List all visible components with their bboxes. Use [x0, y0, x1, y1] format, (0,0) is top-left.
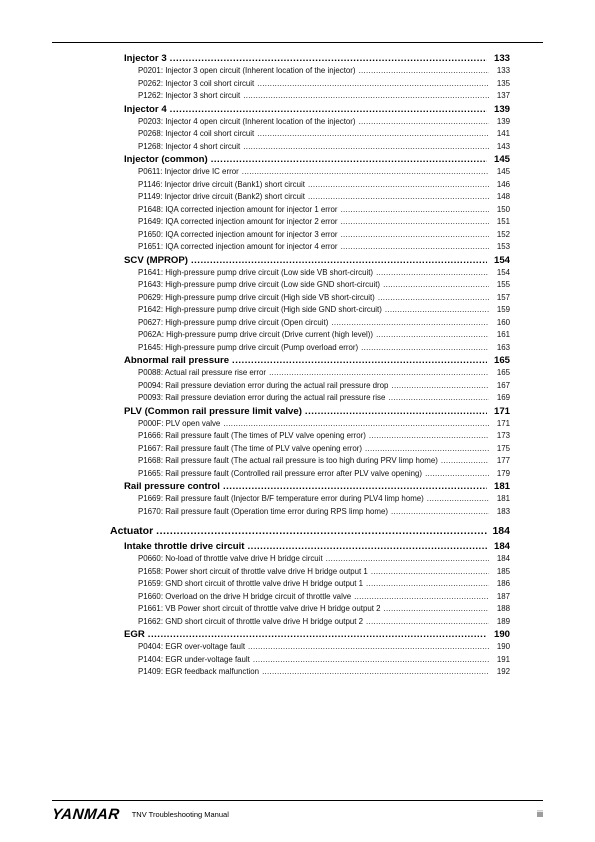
toc-entry-title: P0201: Injector 3 open circuit (Inherent location of the injector): [138, 66, 356, 75]
toc-entry-page: 155: [496, 280, 510, 289]
toc-entry[interactable]: [138, 578, 510, 591]
toc-section[interactable]: [124, 628, 510, 641]
toc-entry-page: 181: [496, 494, 510, 503]
toc-entry-page: 163: [496, 342, 510, 352]
toc-leader-dots: [156, 522, 487, 540]
toc-entry-page: 151: [496, 217, 510, 226]
toc-leader-dots: [391, 380, 489, 393]
toc-entry-page: 186: [496, 579, 510, 588]
toc-section[interactable]: [124, 254, 510, 267]
toc-leader-dots: [223, 480, 487, 493]
toc-entry-page: 135: [496, 78, 510, 88]
toc-entry-page: 190: [493, 629, 510, 640]
toc-section[interactable]: [124, 405, 510, 418]
toc-entry-page: 160: [496, 317, 510, 327]
toc-entry[interactable]: [138, 166, 510, 179]
toc-entry-page: 143: [496, 141, 510, 151]
toc-entry[interactable]: [138, 179, 510, 192]
toc-entry[interactable]: [138, 191, 510, 204]
toc-entry[interactable]: [138, 304, 510, 317]
toc-entry-page: 171: [493, 405, 510, 417]
toc-entry-title: P1643: High-pressure pump drive circuit (Low side GND short-circuit): [138, 280, 381, 289]
toc-entry-title: Intake throttle drive circuit: [124, 541, 245, 552]
toc-entry-page: 133: [496, 66, 510, 75]
toc-entry[interactable]: [138, 141, 510, 154]
toc-leader-dots: [359, 65, 489, 78]
toc-leader-dots: [371, 566, 489, 579]
toc-entry[interactable]: [138, 90, 510, 103]
toc-entry-title: SCV (MPROP): [124, 254, 188, 266]
toc-entry-page: 192: [496, 667, 510, 676]
toc-entry-title: P1658: Power short circuit of throttle valve drive H bridge output 1: [138, 566, 368, 576]
toc-entry-page: 139: [493, 103, 510, 115]
toc-entry[interactable]: [138, 65, 510, 78]
toc-entry-title: Injector 4: [124, 103, 167, 115]
toc-entry[interactable]: [138, 317, 510, 330]
toc-entry-title: P0627: High-pressure pump drive circuit (Open circuit): [138, 317, 329, 327]
toc-leader-dots: [341, 241, 489, 254]
toc-leader-dots: [243, 90, 489, 103]
toc-entry-page: 141: [496, 129, 510, 138]
toc-entry-title: Injector (common): [124, 154, 208, 165]
toc-leader-dots: [366, 578, 489, 591]
toc-entry-title: P1149: Injector drive circuit (Bank2) short circuit: [138, 192, 305, 201]
toc-entry-page: 191: [496, 654, 510, 664]
toc-entry-title: P0088: Actual rail pressure rise error: [138, 368, 267, 377]
toc-entry-page: 187: [496, 591, 510, 601]
toc-entry-title: P1649: IQA corrected injection amount for injector 2 error: [138, 217, 338, 226]
toc-entry[interactable]: [138, 430, 510, 443]
toc-leader-dots: [341, 204, 489, 217]
toc-leader-dots: [341, 229, 489, 242]
toc-entry[interactable]: [138, 329, 510, 342]
toc-leader-dots: [148, 628, 487, 641]
toc-entry[interactable]: [138, 666, 510, 679]
toc-entry-title: P1660: Overload on the drive H bridge circuit of throttle valve: [138, 591, 352, 601]
toc-leader-dots: [211, 153, 487, 166]
manual-title: TNV Troubleshooting Manual: [131, 809, 229, 819]
toc-leader-dots: [354, 591, 489, 604]
toc-entry-page: 184: [493, 541, 510, 552]
toc-entry-title: P1262: Injector 3 short circuit: [138, 91, 241, 100]
toc-entry-title: P0629: High-pressure pump drive circuit (High side VB short-circuit): [138, 292, 375, 302]
toc-entry-page: 161: [496, 330, 510, 339]
toc-entry-page: 184: [496, 554, 510, 563]
toc-entry-page: 165: [493, 355, 510, 366]
footer-rule: [52, 800, 543, 801]
toc-entry-page: 185: [496, 566, 510, 576]
toc-entry-page: 177: [496, 456, 510, 465]
toc-entry[interactable]: [138, 292, 510, 305]
table-of-contents: [110, 52, 510, 679]
toc-leader-dots: [427, 493, 489, 506]
toc-entry-page: 184: [492, 525, 510, 537]
toc-leader-dots: [326, 553, 489, 566]
toc-leader-dots: [262, 666, 489, 679]
toc-entry-title: P1650: IQA corrected injection amount for injector 3 error: [138, 229, 338, 239]
toc-entry-title: P0404: EGR over-voltage fault: [138, 642, 246, 651]
toc-entry-title: P0660: No-load of throttle valve drive H bridge circuit: [138, 554, 323, 563]
toc-leader-dots: [305, 405, 487, 418]
header-rule: [52, 42, 543, 43]
toc-leader-dots: [248, 641, 489, 654]
toc-leader-dots: [308, 191, 489, 204]
toc-entry[interactable]: [138, 553, 510, 566]
toc-entry-page: 157: [496, 292, 510, 302]
toc-entry-title: P000F: PLV open valve: [138, 418, 221, 428]
toc-leader-dots: [232, 354, 487, 367]
toc-leader-dots: [383, 279, 489, 292]
toc-entry-title: P1665: Rail pressure fault (Controlled rail pressure error after PLV valve opening): [138, 468, 423, 478]
toc-section[interactable]: [124, 480, 510, 493]
toc-entry-title: P1642: High-pressure pump drive circuit (High side GND short-circuit): [138, 305, 382, 314]
toc-leader-dots: [378, 292, 489, 305]
toc-entry-page: 137: [496, 91, 510, 100]
toc-leader-dots: [441, 455, 489, 468]
toc-entry[interactable]: [138, 654, 510, 667]
toc-entry[interactable]: [138, 204, 510, 217]
toc-entry-page: 148: [496, 192, 510, 201]
toc-entry-title: Actuator: [110, 525, 154, 537]
toc-entry-title: P1667: Rail pressure fault (The time of PLV valve opening error): [138, 443, 362, 453]
toc-entry-title: P0611: Injector drive IC error: [138, 167, 239, 176]
toc-entry-page: 153: [496, 242, 510, 251]
toc-leader-dots: [388, 392, 489, 405]
toc-section[interactable]: [124, 354, 510, 367]
toc-entry-title: Abnormal rail pressure: [124, 355, 230, 366]
toc-entry-title: P062A: High-pressure pump drive circuit (Drive current (high level)): [138, 330, 374, 339]
toc-entry-page: 169: [496, 393, 510, 402]
toc-leader-dots: [243, 141, 489, 154]
toc-entry-page: 183: [496, 506, 510, 516]
toc-entry-page: 139: [496, 116, 510, 126]
toc-entry-page: 189: [496, 616, 510, 626]
toc-leader-dots: [376, 267, 489, 280]
toc-leader-dots: [369, 430, 489, 443]
toc-leader-dots: [242, 166, 489, 179]
toc-entry[interactable]: [138, 342, 510, 355]
toc-entry[interactable]: [138, 506, 510, 519]
toc-entry[interactable]: [138, 418, 510, 431]
toc-leader-dots: [170, 52, 487, 65]
toc-leader-dots: [361, 342, 489, 355]
toc-entry[interactable]: [138, 279, 510, 292]
yanmar-logo: YANMAR: [51, 805, 121, 823]
toc-entry[interactable]: [138, 616, 510, 629]
toc-entry[interactable]: [138, 267, 510, 280]
toc-entry[interactable]: [138, 641, 510, 654]
toc-entry-page: 145: [496, 167, 510, 176]
toc-entry-page: 175: [496, 443, 510, 453]
toc-chapter[interactable]: [110, 522, 510, 540]
toc-leader-dots: [425, 468, 489, 481]
toc-entry-title: P1662: GND short circuit of throttle valve drive H bridge output 2: [138, 616, 363, 626]
toc-entry-page: 133: [493, 53, 510, 64]
toc-leader-dots: [269, 367, 489, 380]
toc-leader-dots: [223, 418, 489, 431]
toc-section[interactable]: [124, 540, 510, 553]
page-number: iii: [537, 809, 543, 819]
toc-entry[interactable]: [138, 229, 510, 242]
toc-leader-dots: [365, 443, 489, 456]
toc-entry-title: P0203: Injector 4 open circuit (Inherent location of the injector): [138, 116, 356, 126]
toc-leader-dots: [341, 216, 489, 229]
toc-entry[interactable]: [138, 443, 510, 456]
toc-entry[interactable]: [138, 241, 510, 254]
toc-entry-title: P0268: Injector 4 coil short circuit: [138, 129, 255, 138]
toc-entry-title: P1146: Injector drive circuit (Bank1) short circuit: [138, 179, 305, 189]
toc-section[interactable]: [124, 103, 510, 116]
toc-entry[interactable]: [138, 367, 510, 380]
toc-entry-title: P1651: IQA corrected injection amount for injector 4 error: [138, 242, 338, 251]
page-footer: [52, 806, 543, 822]
toc-entry[interactable]: [138, 603, 510, 616]
toc-entry[interactable]: [138, 493, 510, 506]
toc-entry-title: P1409: EGR feedback malfunction: [138, 667, 260, 676]
toc-entry[interactable]: [138, 216, 510, 229]
toc-entry-title: P1404: EGR under-voltage fault: [138, 654, 250, 664]
toc-entry-title: P1659: GND short circuit of throttle valve drive H bridge output 1: [138, 579, 363, 588]
toc-entry-title: P1641: High-pressure pump drive circuit (Low side VB short-circuit): [138, 267, 374, 277]
toc-entry[interactable]: [138, 380, 510, 393]
toc-entry-page: 159: [496, 305, 510, 314]
toc-entry-title: PLV (Common rail pressure limit valve): [124, 405, 302, 417]
toc-entry[interactable]: [138, 566, 510, 579]
toc-leader-dots: [170, 103, 487, 116]
toc-entry[interactable]: [138, 455, 510, 468]
toc-section[interactable]: [124, 52, 510, 65]
toc-leader-dots: [257, 78, 489, 91]
toc-entry-title: Injector 3: [124, 53, 167, 64]
toc-leader-dots: [391, 506, 489, 519]
toc-leader-dots: [331, 317, 489, 330]
toc-entry-page: 181: [493, 481, 510, 492]
toc-entry-page: 190: [496, 642, 510, 651]
toc-entry-title: P1661: VB Power short circuit of throttle valve drive H bridge output 2: [138, 604, 381, 613]
toc-entry-title: P1666: Rail pressure fault (The times of PLV valve opening error): [138, 431, 366, 440]
toc-entry-title: Rail pressure control: [124, 481, 220, 492]
toc-entry-page: 150: [496, 204, 510, 214]
toc-leader-dots: [359, 116, 489, 129]
toc-entry[interactable]: [138, 128, 510, 141]
toc-entry-page: 171: [496, 418, 510, 428]
toc-leader-dots: [253, 654, 489, 667]
toc-section[interactable]: [124, 153, 510, 166]
toc-entry-page: 146: [496, 179, 510, 189]
toc-entry-page: 167: [496, 380, 510, 390]
toc-entry-title: P1268: Injector 4 short circuit: [138, 141, 241, 151]
toc-entry-title: P1648: IQA corrected injection amount for injector 1 error: [138, 204, 338, 214]
toc-entry[interactable]: [138, 591, 510, 604]
toc-entry-title: P0093: Rail pressure deviation error during the actual rail pressure rise: [138, 393, 386, 402]
toc-entry-page: 179: [496, 468, 510, 478]
toc-entry-page: 165: [496, 368, 510, 377]
toc-leader-dots: [376, 329, 489, 342]
toc-leader-dots: [366, 616, 489, 629]
toc-entry-page: 173: [496, 431, 510, 440]
toc-entry[interactable]: [138, 116, 510, 129]
toc-entry-title: P1668: Rail pressure fault (The actual rail pressure is too high during PRV limp home): [138, 456, 438, 465]
toc-leader-dots: [385, 304, 489, 317]
toc-leader-dots: [257, 128, 489, 141]
toc-entry-page: 152: [496, 229, 510, 239]
toc-entry-page: 188: [496, 604, 510, 613]
toc-entry-title: P1669: Rail pressure fault (Injector B/F temperature error during PLV4 limp home): [138, 494, 424, 503]
toc-leader-dots: [308, 179, 489, 192]
toc-entry[interactable]: [138, 392, 510, 405]
toc-entry-title: P0262: Injector 3 coil short circuit: [138, 78, 255, 88]
toc-entry[interactable]: [138, 468, 510, 481]
toc-entry-title: EGR: [124, 629, 145, 640]
toc-leader-dots: [384, 603, 489, 616]
toc-entry-title: P1645: High-pressure pump drive circuit (Pump overload error): [138, 342, 359, 352]
toc-entry-title: P1670: Rail pressure fault (Operation time error during RPS limp home): [138, 506, 388, 516]
toc-entry-page: 154: [496, 267, 510, 277]
toc-leader-dots: [191, 254, 487, 267]
toc-entry-page: 145: [493, 154, 510, 165]
toc-leader-dots: [247, 540, 487, 553]
toc-entry-title: P0094: Rail pressure deviation error during the actual rail pressure drop: [138, 380, 389, 390]
toc-entry-page: 154: [493, 254, 510, 266]
toc-entry[interactable]: [138, 78, 510, 91]
